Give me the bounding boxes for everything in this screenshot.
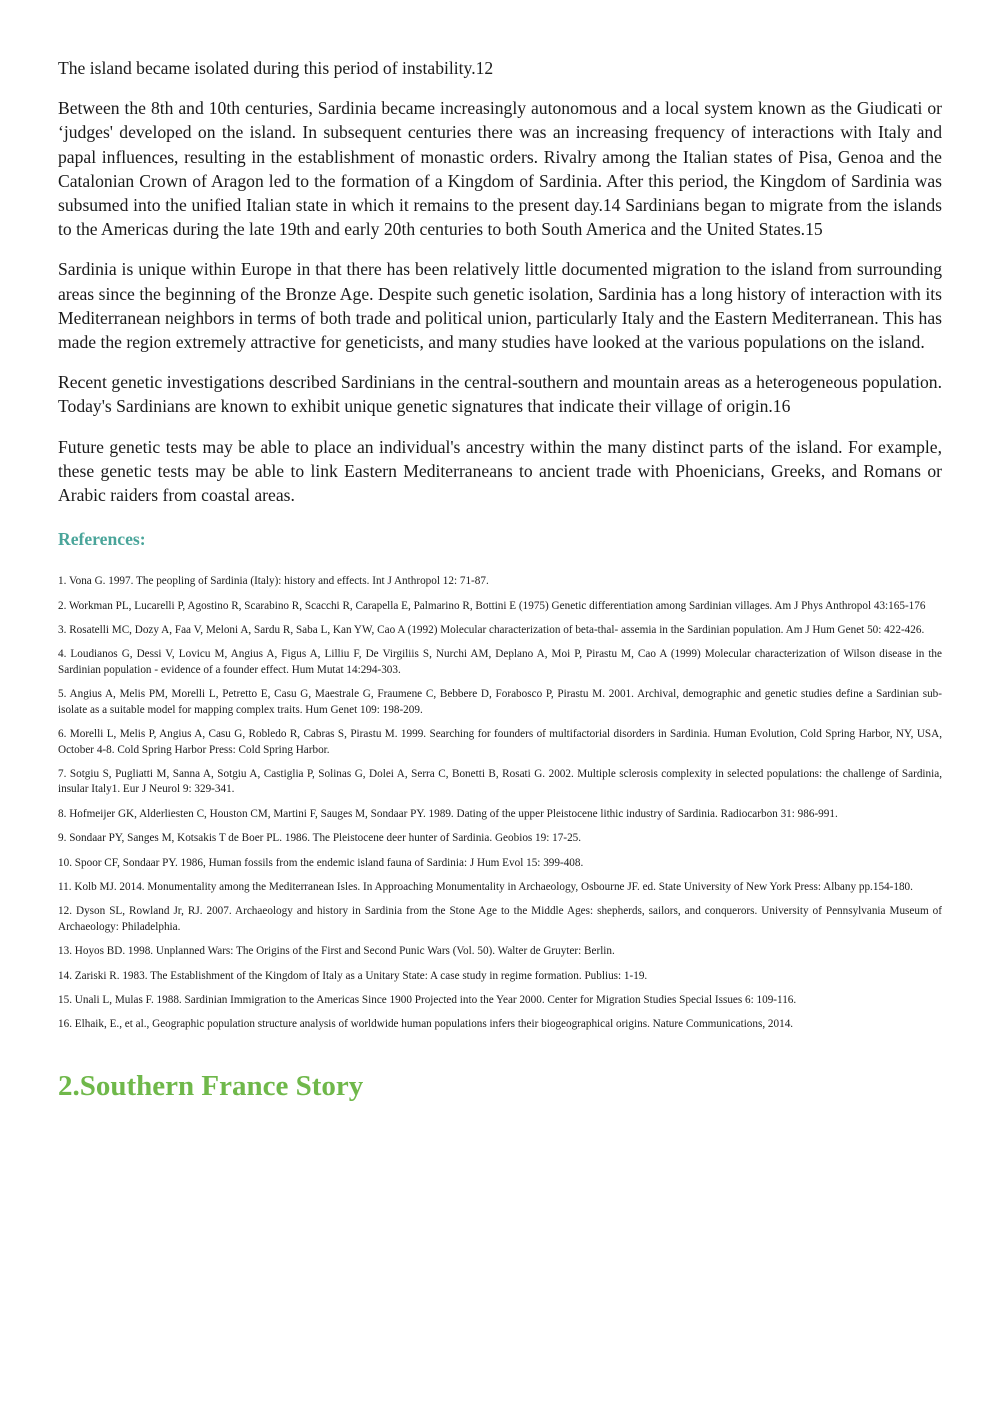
section-title: 2.Southern France Story [58,1069,364,1102]
reference-item: 13. Hoyos BD. 1998. Unplanned Wars: The Origins of the First and Second Punic Wars (Vol. 50). Walter de Gruyter: Berlin. [58,945,615,958]
reference-item: 14. Zariski R. 1983. The Establishment of the Kingdom of Italy as a Unitary State: A case study in regime formation. Publius: 1-19. [58,969,648,982]
reference-item: 15. Unali L, Mulas F. 1988. Sardinian Immigration to the Americas Since 1900 Projected into the Year 2000. Center for Migration Studies Special Issues 6: 109-116. [58,993,797,1006]
reference-item: 8. Hofmeijer GK, Alderliesten C, Houston CM, Martini F, Sauges M, Sondaar PY. 1989. Dating of the upper Pleistocene lithic industry of Sardinia. Radiocarbon 31: 986-991. [58,807,838,820]
reference-item: 12. Dyson SL, Rowland Jr, RJ. 2007. Archaeology and history in Sardinia from the Stone Age to the Middle Ages: shepherds, sailors, and conquerors. University of Pennsylvania Museum of Archaeology: Philadelphia. [58,905,942,933]
body-paragraph-4: Recent genetic investigations described Sardinians in the central-southern and mountain areas as a heterogeneous population. Today's Sardinians are known to exhibit unique genetic signatures that indicate their village of origin.16 [58,372,942,417]
body-paragraph-1: The island became isolated during this period of instability.12 [58,58,494,78]
body-paragraph-5: Future genetic tests may be able to place an individual's ancestry within the many distinct parts of the island. For example, these genetic tests may be able to link Eastern Mediterraneans to ancient trade with Phoenicians, Greeks, and Romans or Arabic raiders from coastal areas. [58,436,942,506]
reference-item: 6. Morelli L, Melis P, Angius A, Casu G, Robledo R, Cabras S, Pirastu M. 1999. Searching for founders of multifactorial disorders in Sardinia. Human Evolution, Cold Spring Harbor, NY, USA, October 4-8. Cold Spring Harbor Press: Cold Spring Harbor. [58,728,942,756]
reference-item: 9. Sondaar PY, Sanges M, Kotsakis T de Boer PL. 1986. The Pleistocene deer hunter of Sardinia. Geobios 19: 17-25. [58,832,582,845]
body-paragraph-2: Between the 8th and 10th centuries, Sardinia became increasingly autonomous and a local system known as the Giudicati or ‘judges' developed on the island. In subsequent centuries there was an increasing frequency of interactions with Italy and papal influences, resulting in the establishment of monastic orders. Rivalry among the Italian states of Pisa, Genoa and the Catalonian Crown of Aragon led to the formation of a Kingdom of Sardinia. After this period, the Kingdom of Sardinia was subsumed into the unified Italian state in which it remains to the present day.14 Sardinians began to migrate from the islands to the Americas during the late 19th and early 20th centuries to both South America and the United States.15 [58,98,942,240]
reference-item: 11. Kolb MJ. 2014. Monumentality among the Mediterranean Isles. In Approaching Monumentality in Archaeology, Osbourne JF. ed. State University of New York Press: Albany pp.154-180. [58,880,913,893]
references-heading: References: [58,529,146,550]
reference-item: 1. Vona G. 1997. The peopling of Sardinia (Italy): history and effects. Int J Anthropol 12: 71-87. [58,575,489,588]
reference-item: 3. Rosatelli MC, Dozy A, Faa V, Meloni A, Sardu R, Saba L, Kan YW, Cao A (1992) Molecular characterization of beta-thal- assemia in the Sardinian population. Am J Hum Genet 50: 422-426. [58,624,925,637]
reference-item: 2. Workman PL, Lucarelli P, Agostino R, Scarabino R, Scacchi R, Carapella E, Palmarino R, Bottini E (1975) Genetic differentiation among Sardinian villages. Am J Phys Anthropol 43:165-176 [58,599,926,612]
reference-item: 10. Spoor CF, Sondaar PY. 1986, Human fossils from the endemic island fauna of Sardinia: J Hum Evol 15: 399-408. [58,856,584,869]
body-paragraph-3: Sardinia is unique within Europe in that there has been relatively little documented migration to the island from surrounding areas since the beginning of the Bronze Age. Despite such genetic isolation, Sardinia has a long history of interaction with its Mediterranean neighbors in terms of both trade and political union, particularly Italy and the Eastern Mediterranean. This has made the region extremely attractive for geneticists, and many studies have looked at the various populations on the island. [58,259,942,353]
reference-item: 16. Elhaik, E., et al., Geographic population structure analysis of worldwide human populations infers their biogeographical origins. Nature Communications, 2014. [58,1018,794,1031]
references-list [58,574,942,1033]
reference-item: 4. Loudianos G, Dessi V, Lovicu M, Angius A, Figus A, Lilliu F, De Virgiliis S, Nurchi AM, Deplano A, Moi P, Pirastu M, Cao A (1999) Molecular characterization of Wilson disease in the Sardinian population - evidence of a founder effect. Hum Mutat 14:294-303. [58,648,942,676]
reference-item: 7. Sotgiu S, Pugliatti M, Sanna A, Sotgiu A, Castiglia P, Solinas G, Dolei A, Serra C, Bonetti B, Rosati G. 2002. Multiple sclerosis complexity in selected populations: the challenge of Sardinia, insular Italy1. Eur J Neurol 9: 329-341. [58,767,942,796]
reference-item: 5. Angius A, Melis PM, Morelli L, Petretto E, Casu G, Maestrale G, Fraumene C, Bebbere D, Forabosco P, Pirastu M. 2001. Archival, demographic and genetic studies define a Sardinian sub-isolate as a suitable model for mapping complex traits. Hum Genet 109: 198-209. [58,688,942,716]
document-page [58,56,942,1103]
